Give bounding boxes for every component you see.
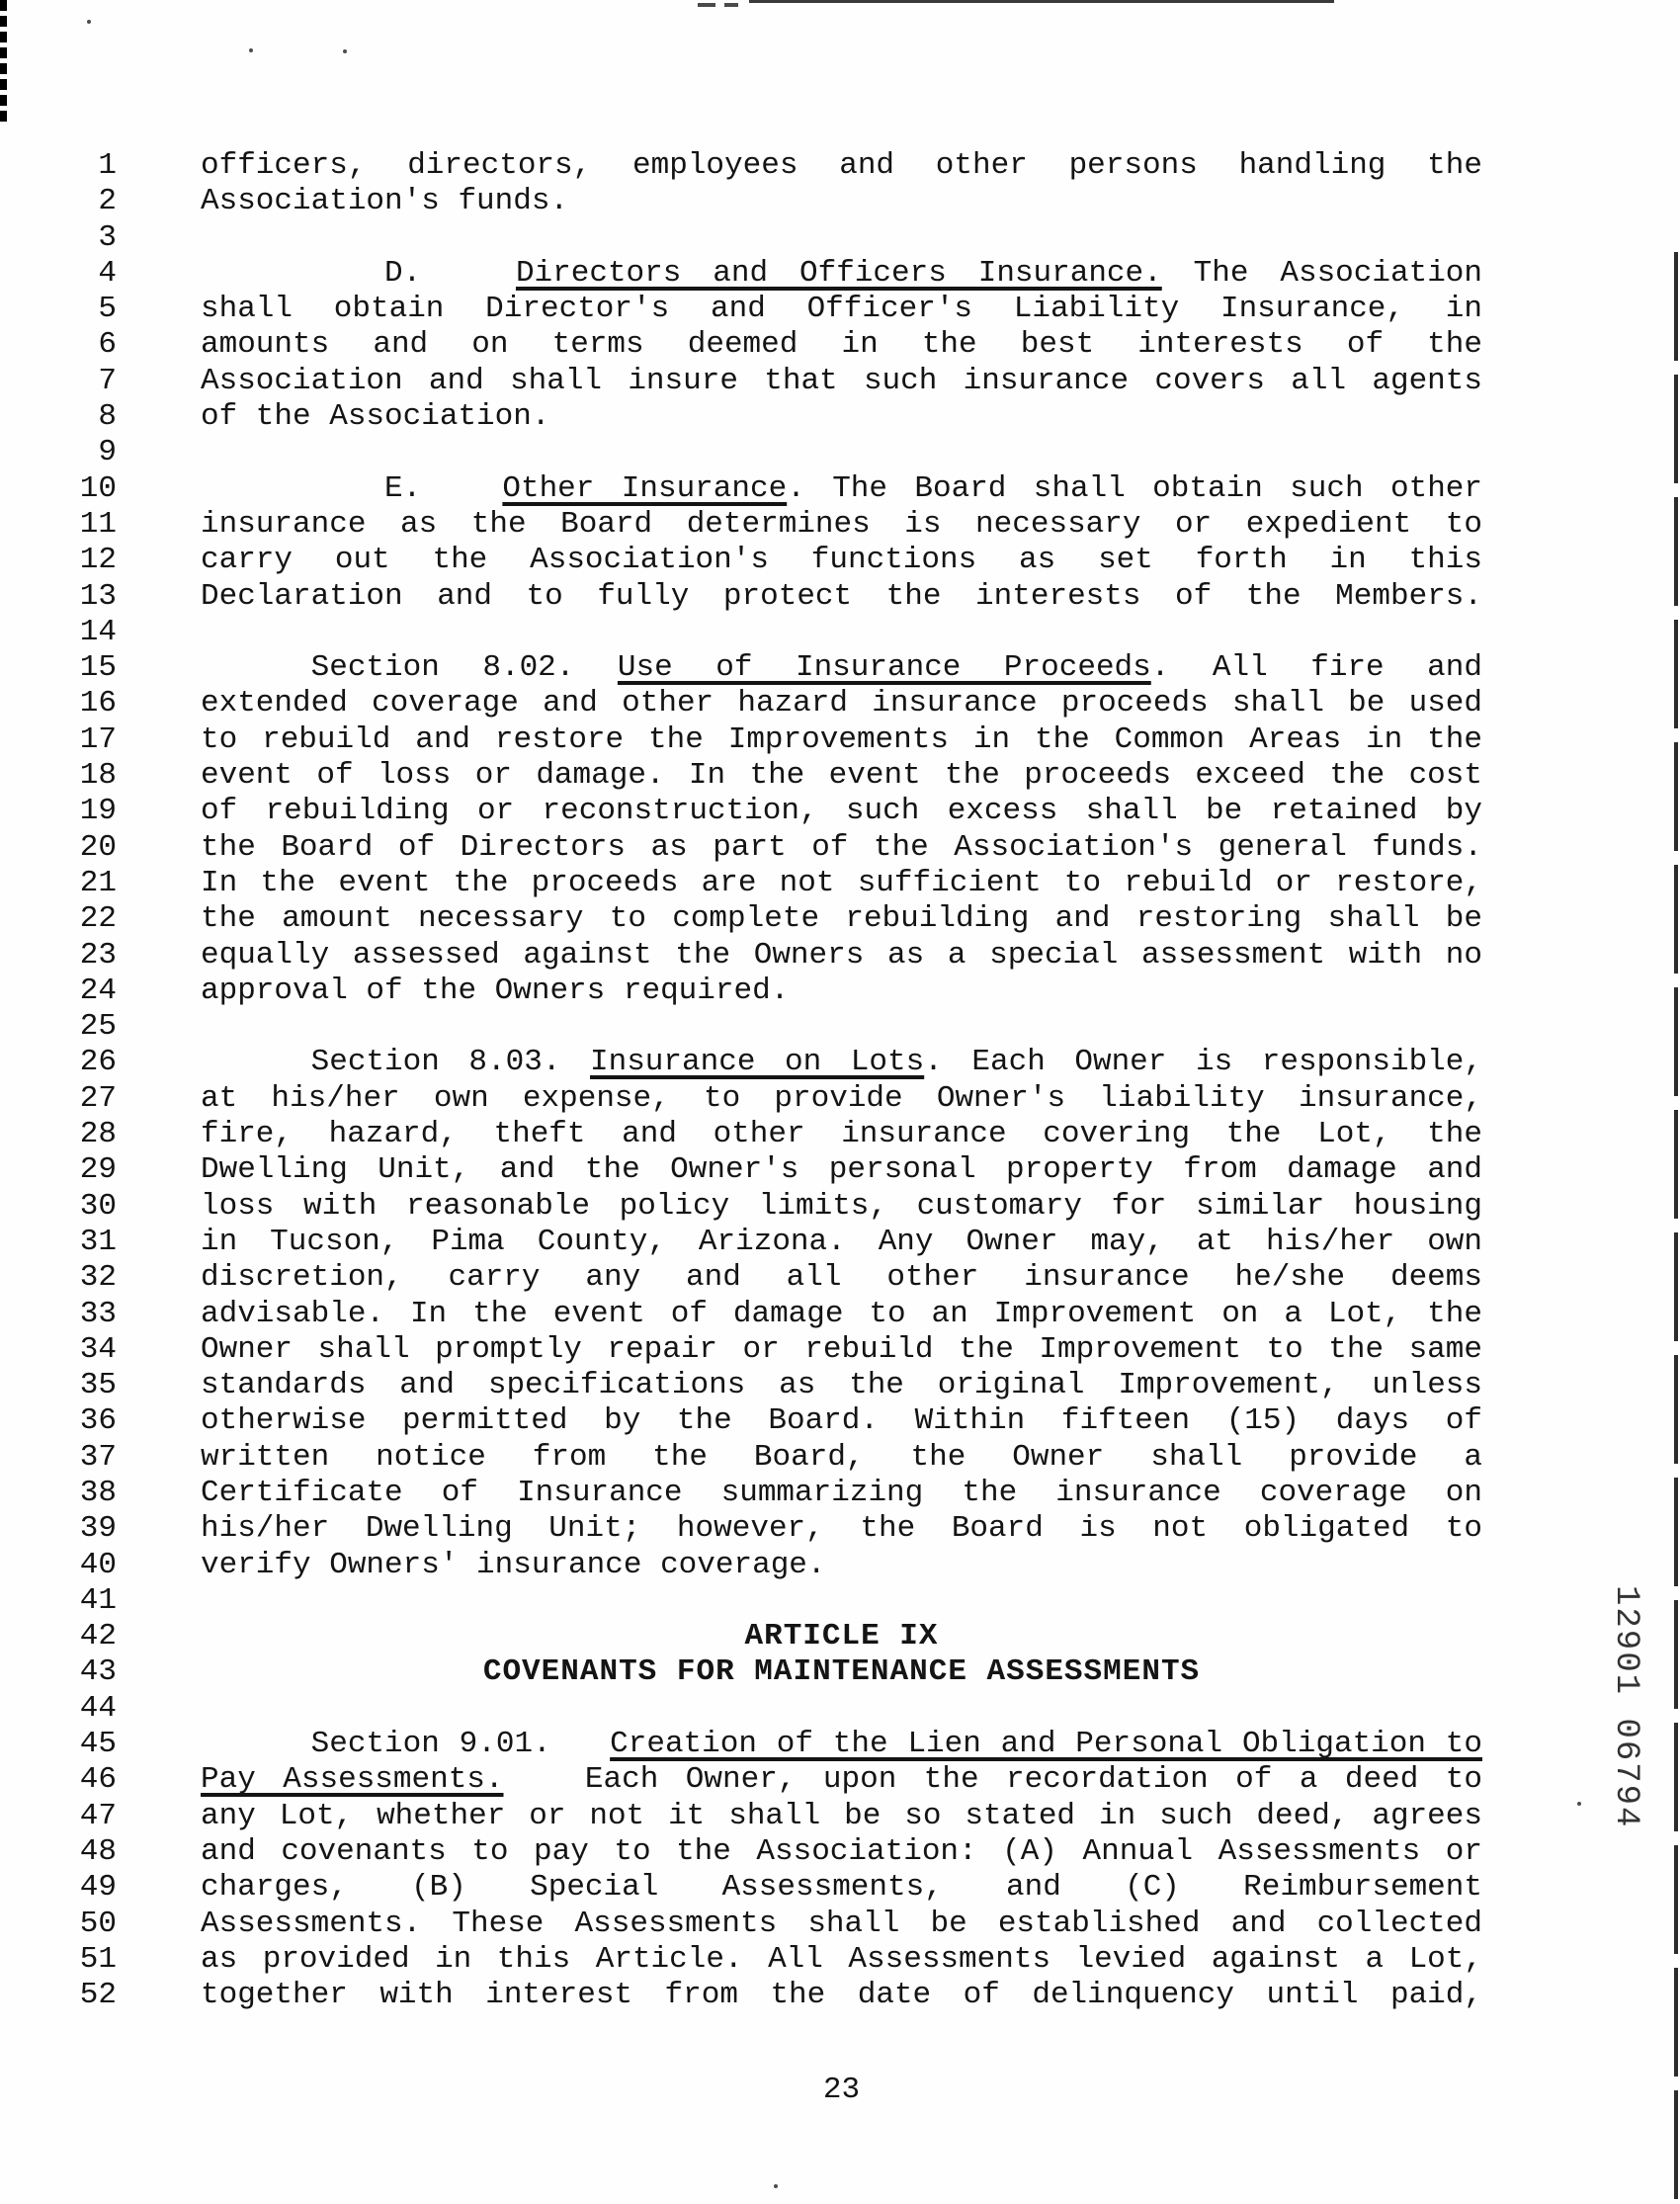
line-text: loss with reasonable policy limits, customary for similar housing: [201, 1188, 1482, 1224]
scan-artifact-speck: [774, 2184, 778, 2188]
line-text: Association's funds.: [201, 184, 569, 219]
line-number: 10: [79, 470, 117, 506]
line-text: discretion, carry any and all other insurance he/she deems: [201, 1260, 1482, 1296]
line-text: Section 9.01.: [310, 1727, 611, 1762]
line-number: 43: [79, 1654, 117, 1690]
line-number: 20: [79, 829, 117, 865]
document-line: [201, 1870, 1482, 1906]
line-text: COVENANTS FOR MAINTENANCE ASSESSMENTS: [482, 1654, 1201, 1690]
document-line: [201, 1225, 1482, 1260]
line-text: fire, hazard, theft and other insurance covering the Lot, the: [201, 1117, 1482, 1152]
line-text: equally assessed against the Owners as a special assessment with no: [201, 937, 1482, 973]
scan-artifact-speck: [87, 20, 91, 24]
line-text: standards and specifications as the original Improvement, unless: [201, 1368, 1482, 1403]
line-number: 50: [79, 1906, 117, 1941]
line-number: 33: [79, 1296, 117, 1331]
line-text: Certificate of Insurance summarizing the insurance coverage on: [201, 1475, 1482, 1510]
underlined-text: Other Insurance: [502, 470, 788, 506]
line-text: D.: [384, 255, 516, 291]
line-number: 5: [98, 292, 117, 327]
document-line: [201, 866, 1482, 901]
line-text: to rebuild and restore the Improvements in the Common Areas in the: [201, 721, 1482, 757]
line-number: 40: [79, 1547, 117, 1582]
recorder-stamp: 12901 06794: [1607, 1585, 1644, 1829]
line-number: 32: [79, 1260, 117, 1296]
line-text: verify Owners' insurance coverage.: [201, 1547, 826, 1582]
scan-artifact-left-edge: [0, 0, 7, 127]
document-line: [201, 1691, 1482, 1727]
line-text: The Association: [1161, 255, 1482, 291]
line-number: 1: [98, 148, 117, 183]
document-line: [201, 1260, 1482, 1296]
line-text: at his/her own expense, to provide Owner's liability insurance,: [201, 1080, 1482, 1116]
scan-artifact-right-edge: [1674, 252, 1678, 2204]
line-number: 22: [79, 901, 117, 937]
line-text: charges, (B) Special Assessments, and (C) Reimbursement: [201, 1870, 1482, 1906]
line-text: extended coverage and other hazard insurance proceeds shall be used: [201, 686, 1482, 721]
underlined-text: Use of Insurance Proceeds: [617, 650, 1151, 686]
document-line: [201, 830, 1482, 866]
line-number: 23: [79, 937, 117, 973]
line-text: in Tucson, Pima County, Arizona. Any Owner may, at his/her own: [201, 1224, 1482, 1259]
document-line: [201, 615, 1482, 650]
scan-artifact-speck: [249, 48, 253, 52]
line-number: 45: [79, 1727, 117, 1762]
document-line: [201, 543, 1482, 578]
document-line: [201, 579, 1482, 615]
line-number: 24: [79, 973, 117, 1008]
document-line: [201, 1476, 1482, 1511]
line-number: 52: [79, 1978, 117, 2013]
document-line: [201, 686, 1482, 721]
line-number: 4: [98, 255, 117, 291]
scan-artifact-speck: [1577, 1802, 1581, 1806]
document-line: [201, 399, 1482, 435]
line-number: 38: [79, 1475, 117, 1510]
document-line: [201, 1727, 1482, 1762]
line-text: the amount necessary to complete rebuilding and restoring shall be: [201, 901, 1482, 937]
line-text: Declaration and to fully protect the interests of the Members.: [201, 578, 1482, 614]
document-line: [201, 1907, 1482, 1942]
document-line: [201, 1009, 1482, 1045]
line-text: officers, directors, employees and other persons handling the: [201, 148, 1482, 183]
document-line: [201, 507, 1482, 543]
line-text: of rebuilding or reconstruction, such excess shall be retained by: [201, 794, 1482, 829]
document-text-column: [201, 148, 1482, 2013]
line-number: 48: [79, 1833, 117, 1869]
document-line: [201, 471, 1482, 507]
line-number: 34: [79, 1331, 117, 1367]
line-text: shall obtain Director's and Officer's Liability Insurance, in: [201, 292, 1482, 327]
document-line: [201, 256, 1482, 292]
scan-artifact-speck: [343, 49, 347, 53]
line-number: 21: [79, 865, 117, 900]
underlined-text: Pay Assessments.: [201, 1762, 504, 1798]
document-line: [201, 1978, 1482, 2013]
line-text: . Each Owner is responsible,: [924, 1045, 1482, 1080]
line-number: 49: [79, 1870, 117, 1906]
document-line: [201, 1511, 1482, 1547]
line-number: 41: [79, 1582, 117, 1618]
line-text: E.: [384, 470, 503, 506]
underlined-text: Directors and Officers Insurance.: [515, 255, 1162, 291]
document-line: [201, 220, 1482, 256]
line-number: 35: [79, 1368, 117, 1403]
document-line: [201, 1152, 1482, 1188]
line-text: In the event the proceeds are not sufficient to rebuild or restore,: [201, 865, 1482, 900]
line-text: event of loss or damage. In the event the proceeds exceed the cost: [201, 758, 1482, 794]
line-text: and covenants to pay to the Association: (A) Annual Assessments or: [201, 1833, 1482, 1869]
underlined-text: Creation of the Lien and Personal Obligation to: [610, 1727, 1483, 1762]
line-number: 19: [79, 794, 117, 829]
document-line: [201, 184, 1482, 219]
line-number: 8: [98, 399, 117, 435]
line-number: 28: [79, 1117, 117, 1152]
document-line: [201, 1368, 1482, 1403]
line-number: 37: [79, 1439, 117, 1475]
document-line: [201, 650, 1482, 686]
document-line: [201, 1654, 1482, 1690]
line-text: . The Board shall obtain such other: [787, 470, 1482, 506]
line-text: otherwise permitted by the Board. Within fifteen (15) days of: [201, 1403, 1482, 1439]
line-number: 29: [79, 1152, 117, 1188]
line-number: 44: [79, 1690, 117, 1726]
document-line: [201, 327, 1482, 363]
line-text: his/her Dwelling Unit; however, the Board is not obligated to: [201, 1511, 1482, 1547]
line-number: 46: [79, 1762, 117, 1798]
line-number: 30: [79, 1188, 117, 1224]
underlined-text: Insurance on Lots: [590, 1045, 925, 1080]
document-line: [201, 1332, 1482, 1368]
line-text: Section 8.03.: [310, 1045, 590, 1080]
document-line: [201, 1045, 1482, 1080]
line-number: 27: [79, 1080, 117, 1116]
line-text: advisable. In the event of damage to an Improvement on a Lot, the: [201, 1296, 1482, 1331]
document-line: [201, 938, 1482, 974]
line-text: of the Association.: [201, 399, 550, 435]
document-line: [201, 1834, 1482, 1870]
document-line: [201, 901, 1482, 937]
document-line: [201, 1942, 1482, 1978]
line-text: . All fire and: [1150, 650, 1482, 686]
document-line: [201, 1189, 1482, 1225]
document-line: [201, 758, 1482, 794]
line-number: 9: [98, 435, 117, 470]
document-line: [201, 974, 1482, 1009]
line-text: any Lot, whether or not it shall be so stated in such deed, agrees: [201, 1798, 1482, 1833]
line-number: 2: [98, 184, 117, 219]
document-line: [201, 435, 1482, 470]
line-number: 39: [79, 1511, 117, 1547]
line-number: 51: [79, 1941, 117, 1977]
scan-artifact-top-dash: [724, 3, 738, 7]
line-number-column: [57, 148, 117, 2013]
line-text: Section 8.02.: [310, 650, 618, 686]
document-line: [201, 722, 1482, 758]
line-text: Each Owner, upon the recordation of a deed to: [503, 1762, 1482, 1798]
line-text: as provided in this Article. All Assessments levied against a Lot,: [201, 1941, 1482, 1977]
line-number: 18: [79, 758, 117, 794]
document-line: [201, 1117, 1482, 1152]
document-line: [201, 1081, 1482, 1117]
line-number: 47: [79, 1798, 117, 1833]
line-text: Owner shall promptly repair or rebuild the Improvement to the same: [201, 1331, 1482, 1367]
line-text: together with interest from the date of delinquency until paid,: [201, 1978, 1482, 2013]
document-line: [201, 794, 1482, 829]
line-number: 42: [79, 1619, 117, 1654]
line-text: approval of the Owners required.: [201, 973, 790, 1008]
line-number: 31: [79, 1224, 117, 1259]
document-line: [201, 1799, 1482, 1834]
line-text: carry out the Association's functions as set forth in this: [201, 543, 1482, 578]
document-line: [201, 1619, 1482, 1654]
document-line: [201, 1583, 1482, 1619]
line-number: 25: [79, 1009, 117, 1045]
line-number: 16: [79, 686, 117, 721]
line-number: 15: [79, 650, 117, 686]
line-number: 13: [79, 578, 117, 614]
line-text: ARTICLE IX: [744, 1619, 939, 1654]
line-number: 12: [79, 543, 117, 578]
line-number: 26: [79, 1045, 117, 1080]
line-number: 17: [79, 721, 117, 757]
document-line: [201, 364, 1482, 399]
document-line: [201, 1548, 1482, 1583]
line-number: 11: [79, 506, 117, 542]
page-number: 23: [822, 2073, 861, 2107]
line-text: the Board of Directors as part of the Association's general funds.: [201, 829, 1482, 865]
document-line: [201, 1440, 1482, 1476]
document-line: [201, 148, 1482, 184]
line-number: 7: [98, 363, 117, 398]
document-line: [201, 1297, 1482, 1332]
document-line: [201, 292, 1482, 327]
line-number: 14: [79, 614, 117, 649]
line-number: 36: [79, 1403, 117, 1439]
line-number: 6: [98, 327, 117, 363]
line-text: amounts and on terms deemed in the best interests of the: [201, 327, 1482, 363]
line-text: Assessments. These Assessments shall be established and collected: [201, 1906, 1482, 1941]
line-text: Dwelling Unit, and the Owner's personal property from damage and: [201, 1152, 1482, 1188]
scan-artifact-top-dash: [698, 3, 715, 7]
line-text: insurance as the Board determines is necessary or expedient to: [201, 506, 1482, 542]
line-text: Association and shall insure that such insurance covers all agents: [201, 363, 1482, 398]
document-line: [201, 1403, 1482, 1439]
line-number: 3: [98, 219, 117, 255]
scan-artifact-top-line: [749, 0, 1334, 3]
document-line: [201, 1762, 1482, 1798]
line-text: written notice from the Board, the Owner shall provide a: [201, 1439, 1482, 1475]
